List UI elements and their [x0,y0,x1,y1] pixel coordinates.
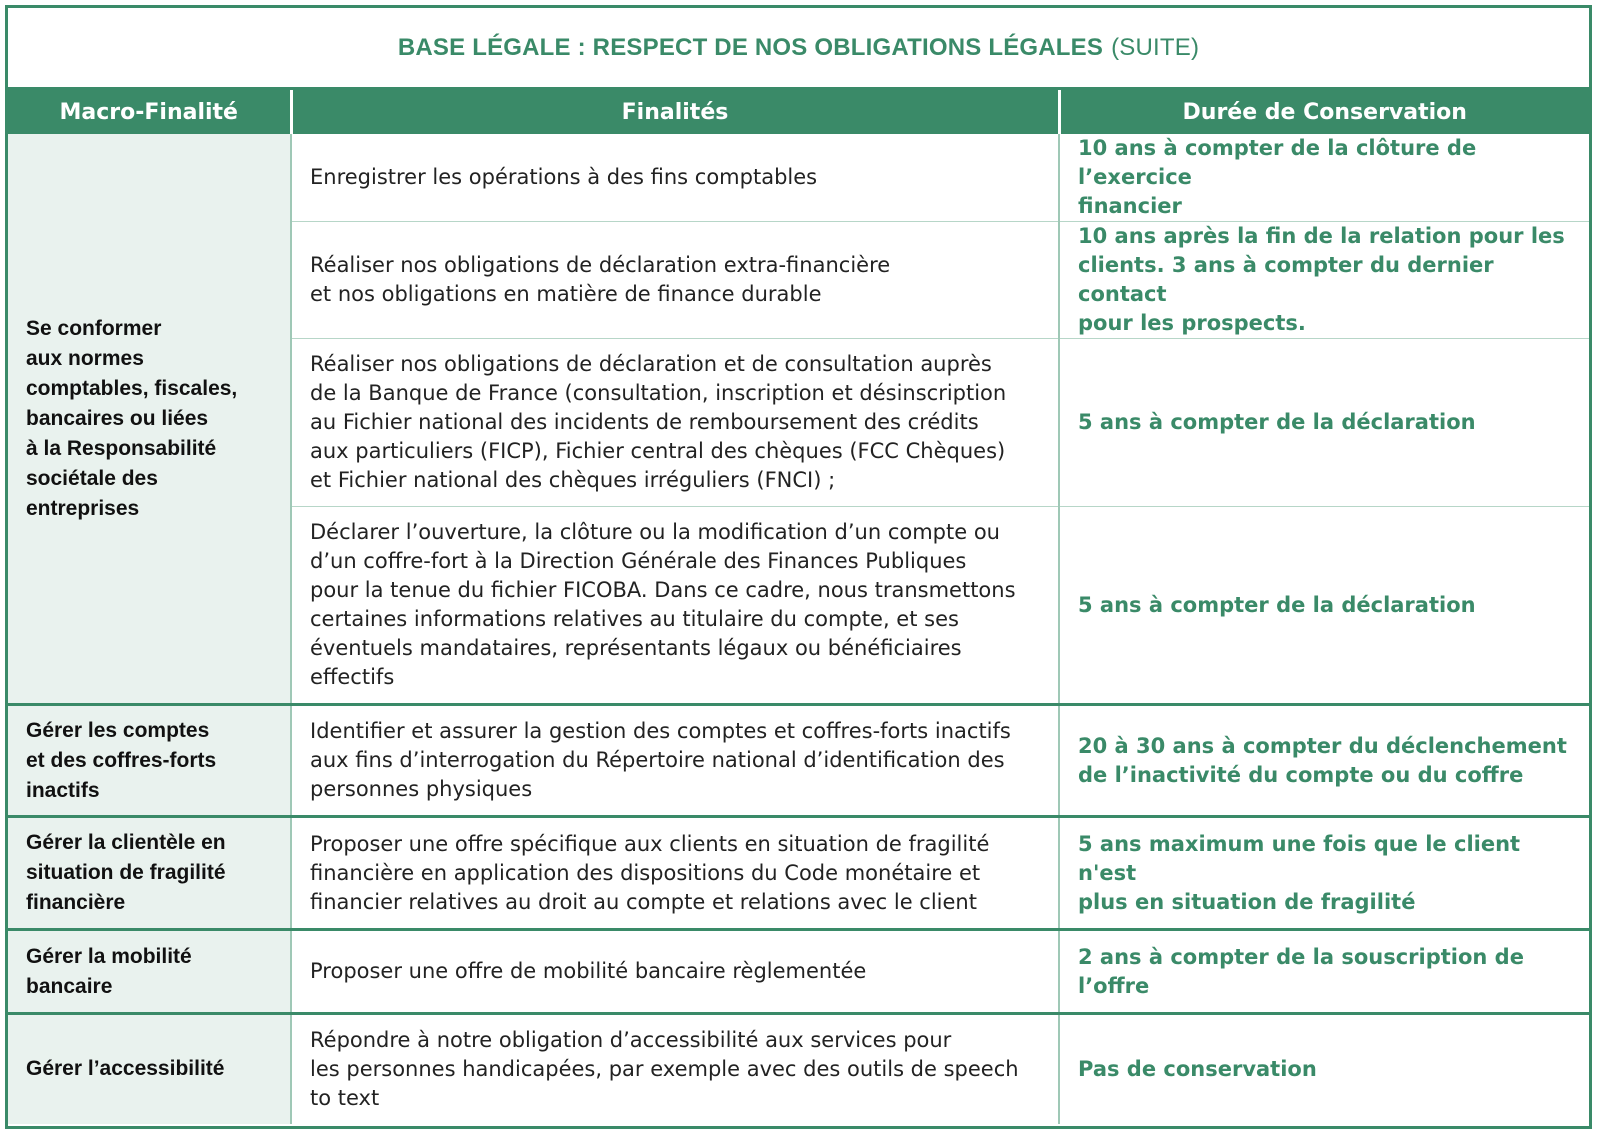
duree-cell: 2 ans à compter de la souscription de l’offre [1059,930,1589,1014]
table-row [8,705,1589,817]
table-row [8,134,1589,222]
duree-cell: 20 à 30 ans à compter du déclenchement de l’inactivité du compte ou du coffre [1059,705,1589,817]
duree-cell: Pas de conservation [1078,1056,1317,1081]
duree-cell: 5 ans à compter de la déclaration [1059,339,1589,507]
finalite-cell: Proposer une offre spécifique aux clients en situation de fragilité financière en application des dispositions du Code monétaire et financier relatives au droit au compte et relations avec le client [291,817,1059,930]
header-duree: Durée de Conservation [1059,90,1589,134]
duree-cell: 5 ans à compter de la déclaration [1059,507,1589,705]
table-row [8,930,1589,1014]
macro-cell: Gérer l’accessibilité [8,1014,291,1124]
title-main: BASE LÉGALE : RESPECT DE NOS OBLIGATIONS LÉGALES [397,33,1104,61]
header-finalites: Finalités [291,90,1059,134]
finalite-cell: Réaliser nos obligations de déclaration et de consultation auprès de la Banque de France (consultation, inscription et désinscription au Fichier national des incidents de remboursement des crédits aux particuliers (FICP), Fichier central des chèques (FCC Chèques) et Fichier national des chèques irréguliers (FNCI) ; [291,339,1059,507]
title-suffix: (SUITE) [1111,33,1200,61]
header-row [8,90,1589,134]
macro-cell: Gérer les comptes et des coffres-forts inactifs [8,705,291,817]
duree-cell: 10 ans à compter de la clôture de l’exercice financier [1059,134,1589,222]
finalite-cell: Répondre à notre obligation d’accessibilité aux services pour les personnes handicapées, par exemple avec des outils de speech to text [291,1014,1059,1124]
duree-cell: 10 ans après la fin de la relation pour les clients. 3 ans à compter du dernier contact pour les prospects. [1059,222,1589,339]
macro-cell: Se conformer aux normes comptables, fiscales, bancaires ou liées à la Responsabilité sociétale des entreprises [8,134,291,705]
header-macro: Macro-Finalité [8,90,291,134]
finalite-cell: Proposer une offre de mobilité bancaire règlementée [291,930,1059,1014]
finalite-cell: Déclarer l’ouverture, la clôture ou la modification d’un compte ou d’un coffre-fort à la Direction Générale des Finances Publiques pour la tenue du fichier FICOBA. Dans ce cadre, nous transmettons certaines informations relatives au titulaire du compte, et ses éventuels mandataires, représentants légaux ou bénéficiaires effectifs [291,507,1059,705]
retention-table [8,90,1589,1124]
table-row [8,1014,1589,1124]
finalite-cell: Réaliser nos obligations de déclaration extra-financière et nos obligations en matière de finance durable [291,222,1059,339]
finalite-cell: Identifier et assurer la gestion des comptes et coffres-forts inactifs aux fins d’interrogation du Répertoire national d’identification des personnes physiques [291,705,1059,817]
macro-cell: Gérer la mobilité bancaire [8,930,291,1014]
finalite-cell: Enregistrer les opérations à des fins comptables [291,134,1059,222]
table-frame [5,5,1592,1129]
duree-cell: 5 ans maximum une fois que le client n'est plus en situation de fragilité [1059,817,1589,930]
macro-cell: Gérer la clientèle en situation de fragilité financière [8,817,291,930]
page-title [8,8,1589,90]
table-row [8,817,1589,930]
